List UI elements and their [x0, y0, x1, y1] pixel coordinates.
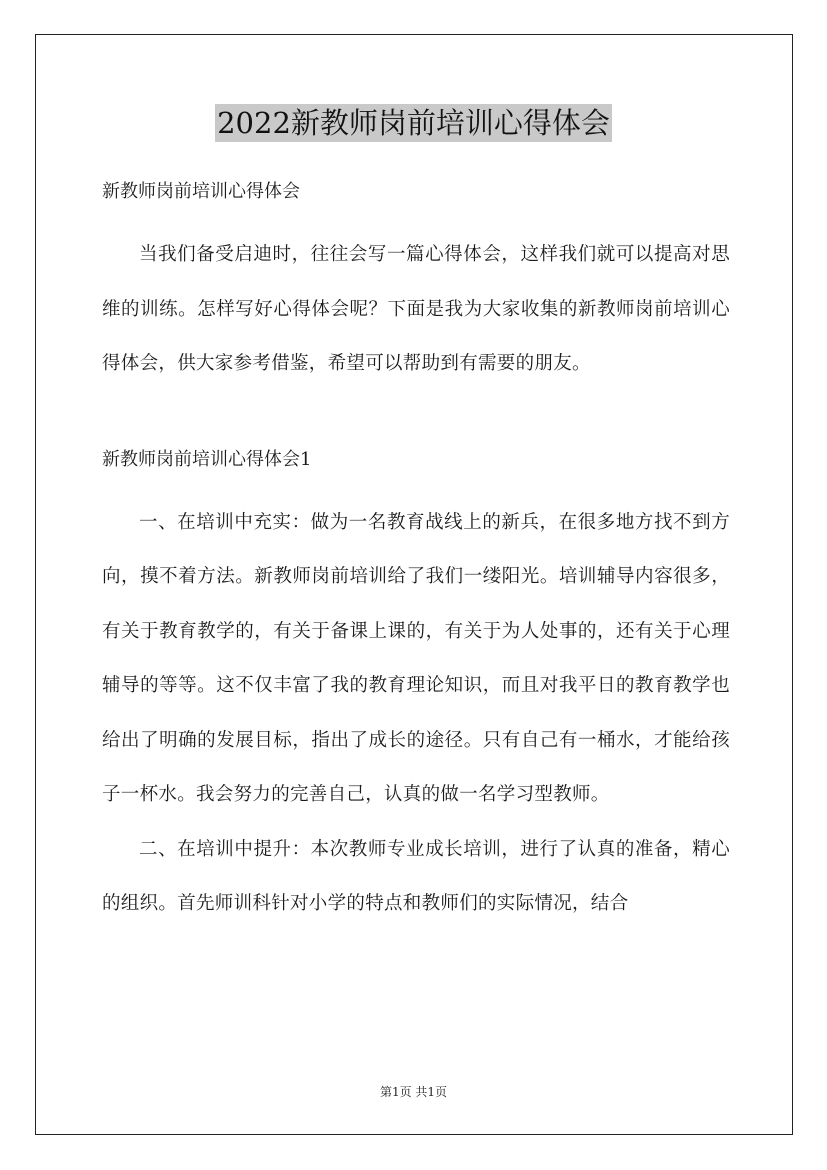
- intro-paragraph: 当我们备受启迪时，往往会写一篇心得体会，这样我们就可以提高对思维的训练。怎样写好心得体会呢？下面是我为大家收集的新教师岗前培训心得体会，供大家参考借鉴，希望可以帮助到有需要的朋友。: [102, 244, 730, 374]
- title-container: [0, 104, 827, 142]
- document-body: [102, 172, 730, 932]
- page-footer: 第1页 共1页: [379, 1085, 448, 1099]
- subtitle: 新教师岗前培训心得体会: [102, 181, 300, 202]
- spacer: [102, 212, 730, 228]
- body-paragraph: 一、在培训中充实：做为一名教育战线上的新兵，在很多地方找不到方向，摸不着方法。新教师岗前培训给了我们一缕阳光。培训辅导内容很多，有关于教育教学的，有关于备课上课的，有关于为人处事的，还有关于心理辅导的等等。这不仅丰富了我的教育理论知识，而且对我平日的教育教学也给出了明确的发展目标，指出了成长的途径。只有自己有一桶水，才能给孩子一杯水。我会努力的完善自己，认真的做一名学习型教师。: [102, 511, 730, 805]
- spacer: [102, 480, 730, 496]
- spacer: [102, 392, 730, 440]
- body-paragraph: 二、在培训中提升：本次教师专业成长培训，进行了认真的准备，精心的组织。首先师训科针对小学的特点和教师们的实际情况，结合: [102, 838, 730, 914]
- section-heading: 新教师岗前培训心得体会1: [102, 448, 312, 470]
- document-title: 2022新教师岗前培训心得体会: [217, 106, 610, 140]
